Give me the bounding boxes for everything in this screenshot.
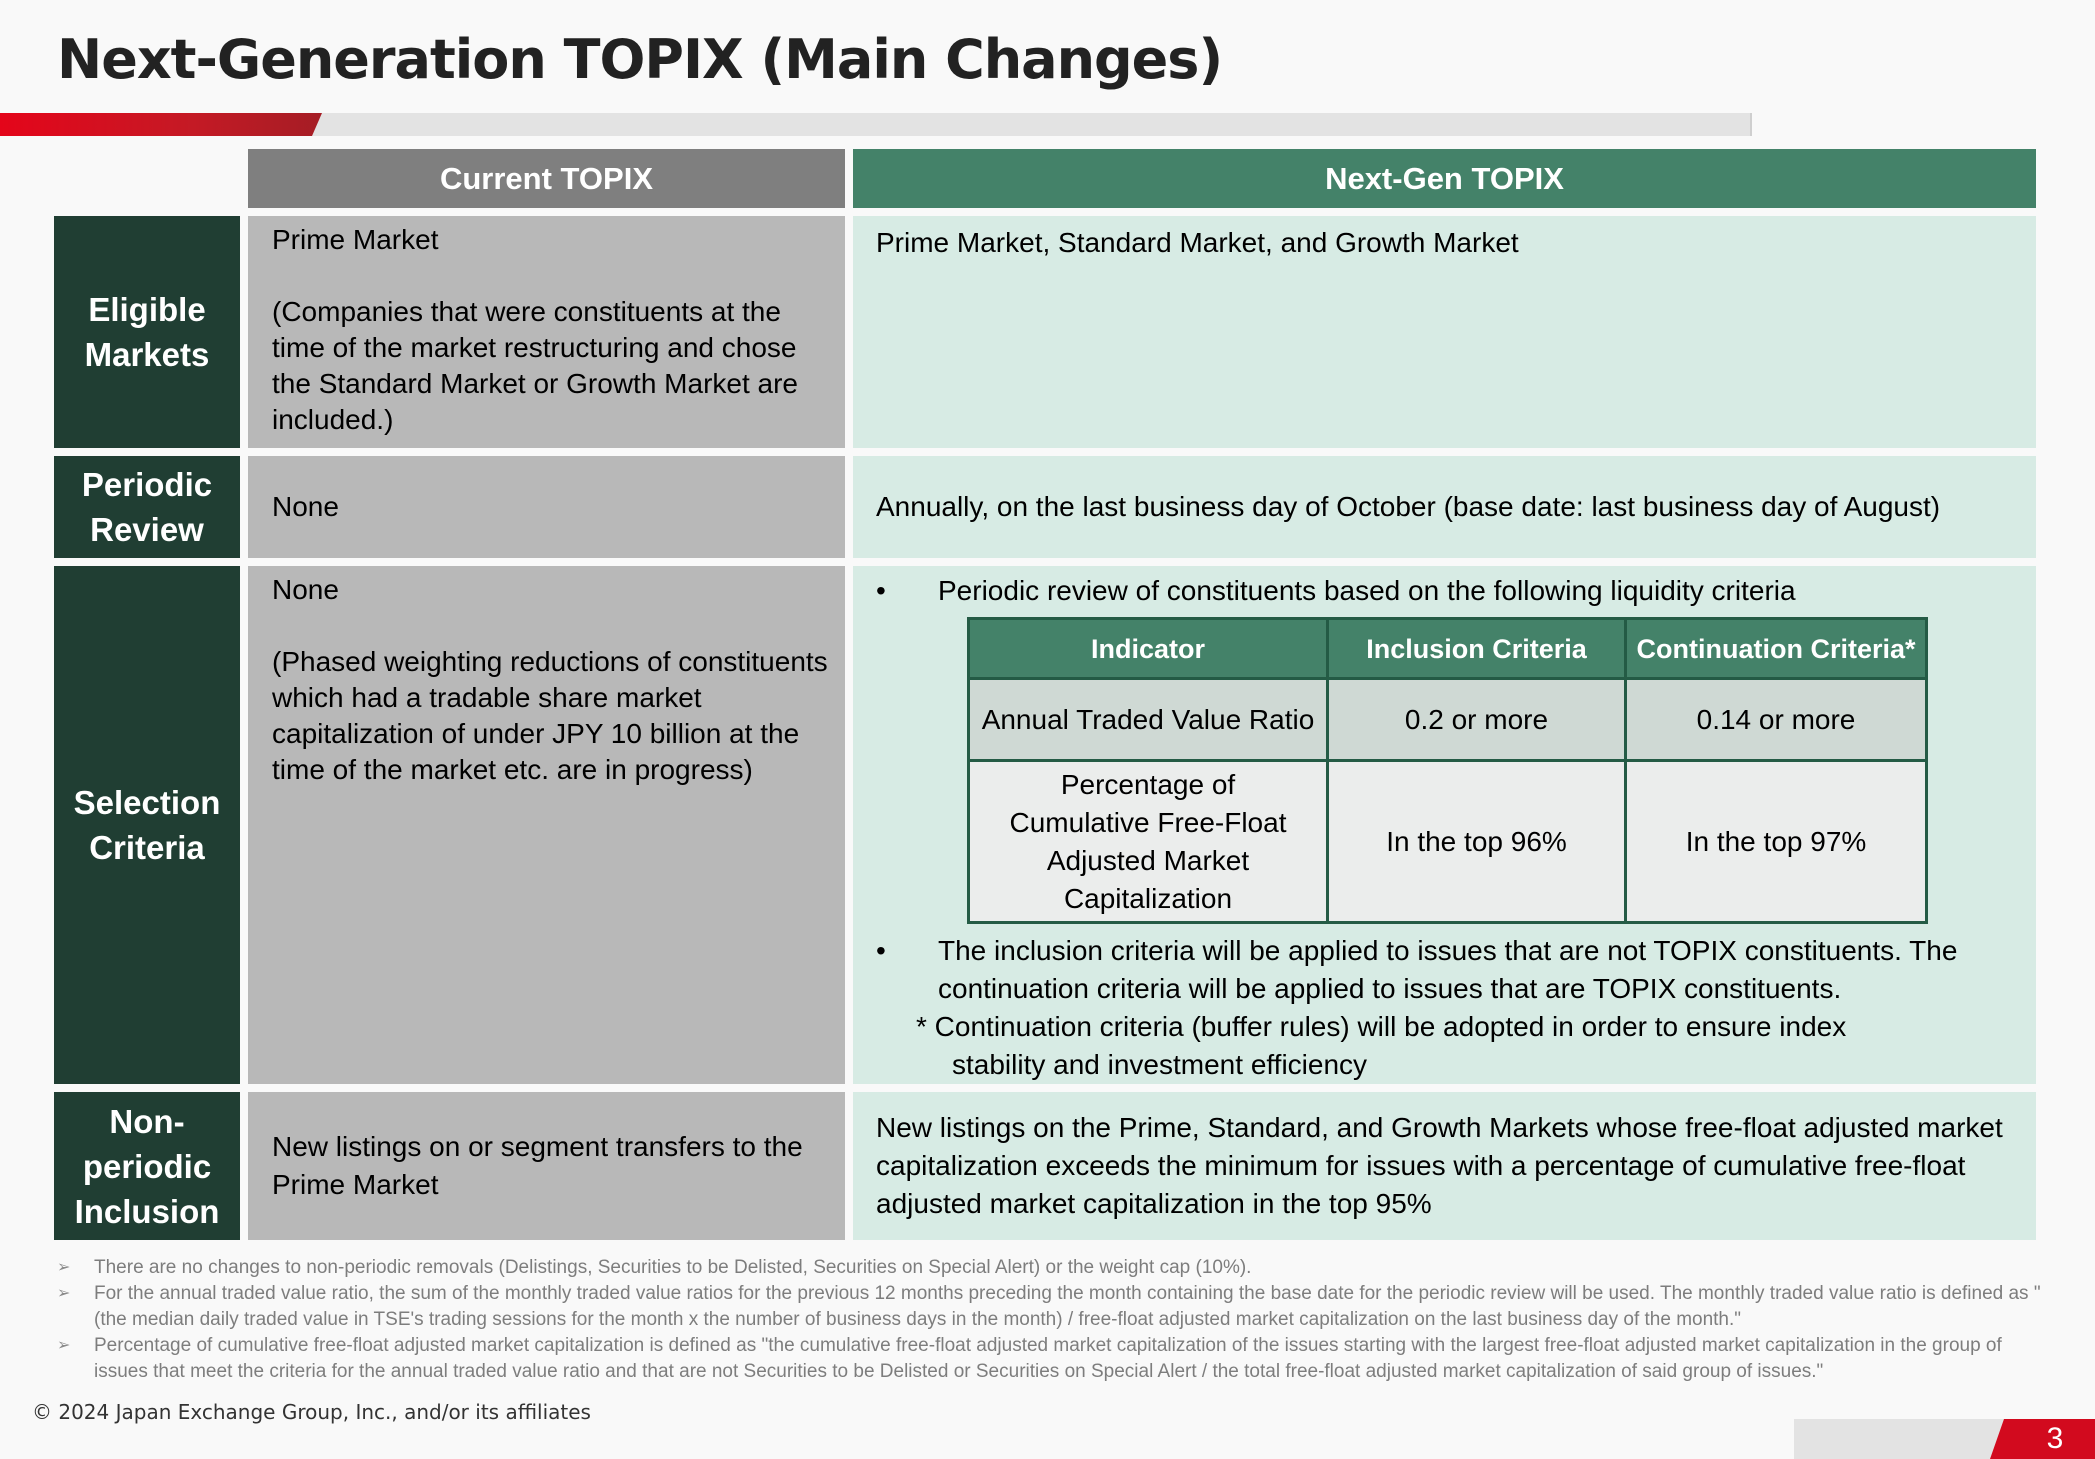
page-number-bar	[1794, 1419, 2014, 1459]
footnote-item	[57, 1333, 2047, 1385]
footnote-item	[57, 1255, 2047, 1281]
copyright: © 2024 Japan Exchange Group, Inc., and/or its affiliates	[32, 1400, 591, 1424]
row-header-selection-criteria	[54, 566, 240, 1084]
row-header-label: Selection Criteria	[73, 784, 221, 866]
cell-current-selection	[248, 566, 845, 1084]
arrow-bullet-icon: ➢	[57, 1337, 71, 1354]
table-cell: In the top 96%	[1328, 761, 1626, 923]
row-header-periodic-review	[54, 456, 240, 558]
cell-text: None	[272, 491, 339, 522]
column-header-next: Next-Gen TOPIX	[853, 149, 2036, 208]
table-header: Indicator	[969, 619, 1328, 679]
buffer-note-line: * Continuation criteria (buffer rules) will be adopted in order to ensure index	[916, 1011, 1847, 1042]
cell-note: (Phased weighting reductions of constituents which had a tradable share market capitalization of under JPY 10 billion at the time of the market etc. are in progress)	[272, 646, 828, 785]
table-cell: 0.2 or more	[1328, 679, 1626, 761]
footnote-text: For the annual traded value ratio, the sum of the monthly traded value ratios for the previous 12 months preceding the month containing the base date for the periodic review will be used. The monthly traded value ratio is defined as "(the median daily traded value in TSE's trading sessions for the month x the number of business days in the month) / free-float adjusted market capitalization on the last business day of the month."	[94, 1283, 2041, 1330]
row-header-non-periodic-inclusion	[54, 1092, 240, 1240]
arrow-bullet-icon: ➢	[57, 1259, 71, 1276]
bullet-dot: •	[876, 935, 886, 966]
table-header: Inclusion Criteria	[1328, 619, 1626, 679]
bullet-text: The inclusion criteria will be applied to issues that are not TOPIX constituents. The continuation criteria will be applied to issues that are TOPIX constituents.	[938, 935, 1958, 1004]
row-header-eligible-markets	[54, 216, 240, 448]
table-cell: Percentage of Cumulative Free-Float Adjusted Market Capitalization	[969, 761, 1328, 923]
row-header-label: Non-periodic Inclusion	[74, 1102, 220, 1230]
cell-current-nonperiodic	[248, 1092, 845, 1240]
liquidity-criteria-table	[967, 617, 1928, 924]
cell-note: (Companies that were constituents at the time of the market restructuring and chose the Standard Market or Growth Market are included.)	[272, 296, 798, 435]
table-row	[969, 679, 1927, 761]
buffer-note-line: stability and investment efficiency	[952, 1049, 1368, 1080]
cell-text: Annually, on the last business day of October (base date: last business day of August)	[876, 491, 1941, 522]
table-cell: Annual Traded Value Ratio	[969, 679, 1328, 761]
title-accent-red	[0, 113, 322, 136]
table-row	[969, 761, 1927, 923]
cell-current-eligible	[248, 216, 845, 448]
cell-next-selection	[853, 566, 2036, 1084]
bullet-item	[876, 932, 2024, 1008]
footnote-item	[57, 1281, 2047, 1333]
cell-text: New listings on the Prime, Standard, and Growth Markets whose free-float adjusted market capitalization exceeds the minimum for issues with a percentage of cumulative free-float adjusted market capitalization in the top 95%	[876, 1112, 2003, 1219]
cell-next-eligible	[853, 216, 2036, 448]
bullet-item	[876, 572, 2024, 610]
row-header-label: Eligible Markets	[84, 291, 210, 373]
cell-next-nonperiodic	[853, 1092, 2036, 1240]
table-header-row	[969, 619, 1927, 679]
table-cell: In the top 97%	[1626, 761, 1927, 923]
cell-next-periodic	[853, 456, 2036, 558]
arrow-bullet-icon: ➢	[57, 1285, 71, 1302]
cell-text: None	[272, 574, 339, 605]
column-header-current: Current TOPIX	[248, 149, 845, 208]
footnote-text: There are no changes to non-periodic removals (Delistings, Securities to be Delisted, Securities on Special Alert) or the weight cap (10%).	[94, 1257, 1252, 1278]
cell-text: New listings on or segment transfers to the Prime Market	[272, 1131, 803, 1200]
cell-text: Prime Market, Standard Market, and Growth Market	[876, 227, 1519, 258]
table-cell: 0.14 or more	[1626, 679, 1927, 761]
table-header: Continuation Criteria*	[1626, 619, 1927, 679]
page-number: 3	[2046, 1422, 2064, 1455]
page-title: Next-Generation TOPIX (Main Changes)	[57, 28, 1223, 91]
footnote-text: Percentage of cumulative free-float adjusted market capitalization is defined as "the cumulative free-float adjusted market capitalization of the issues starting with the largest free-float adjusted market capitalization in the group of issues that meet the criteria for the annual traded value ratio and that are not Securities to be Delisted or Securities on Special Alert / the total free-float adjusted market capitalization of said group of issues."	[94, 1335, 2002, 1382]
row-header-label: Periodic Review	[81, 466, 213, 548]
cell-current-periodic	[248, 456, 845, 558]
bullet-text: Periodic review of constituents based on the following liquidity criteria	[938, 575, 1796, 606]
cell-text: Prime Market	[272, 224, 439, 255]
bullet-dot: •	[876, 575, 886, 606]
buffer-rule-note	[916, 1008, 2024, 1084]
footnotes	[57, 1255, 2047, 1385]
